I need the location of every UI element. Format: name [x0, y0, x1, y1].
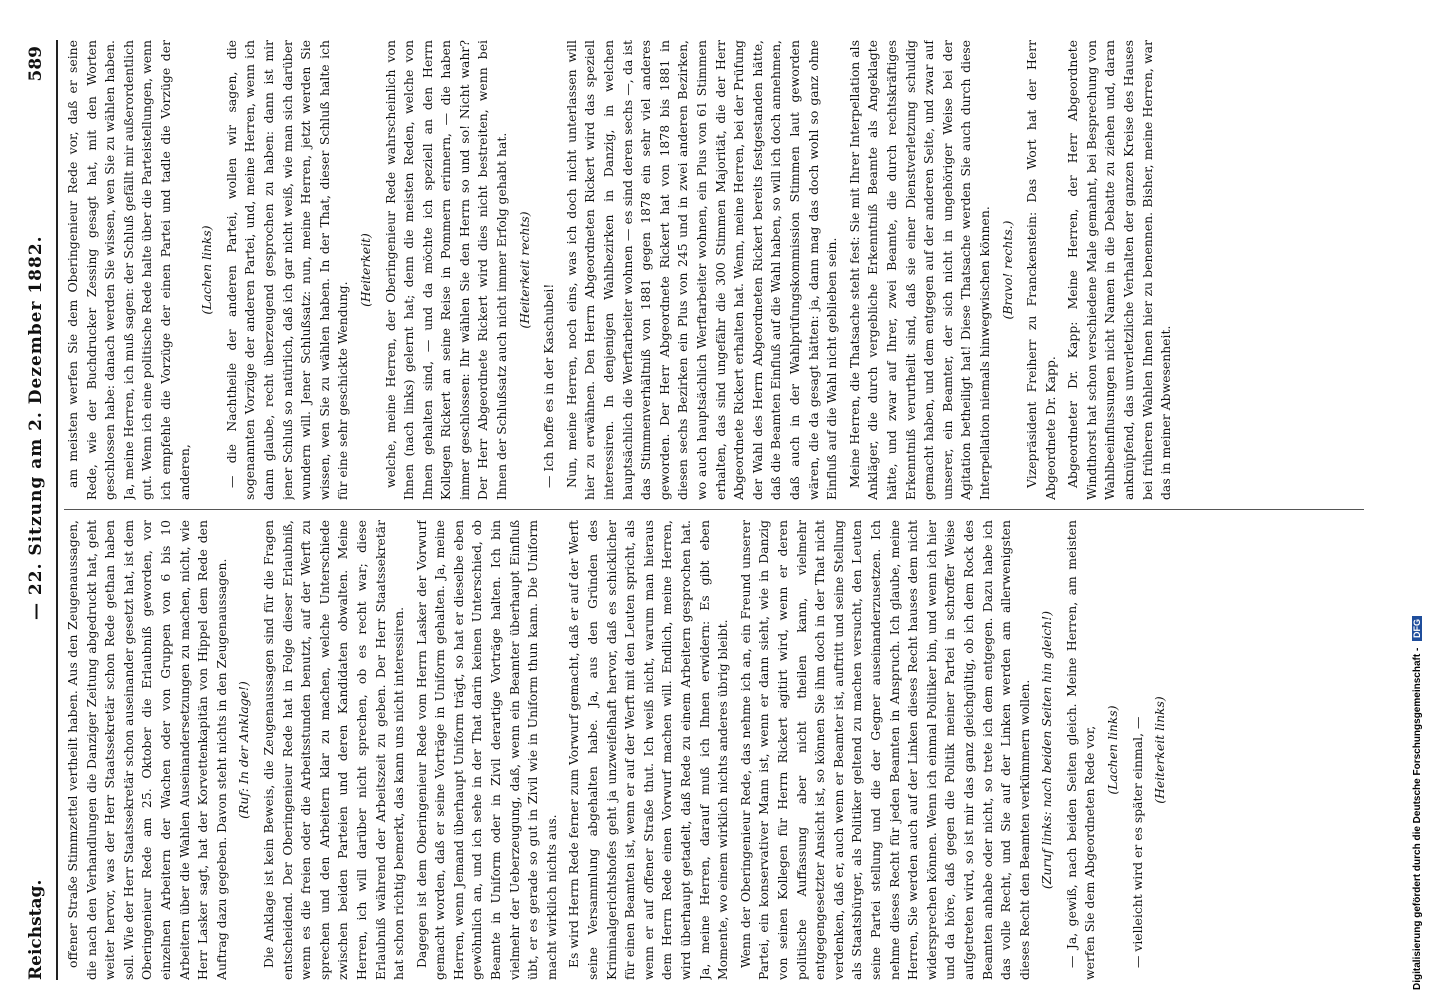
page-header	[16, 40, 58, 980]
stage-direction: (Heiterkeit)	[357, 233, 373, 307]
stage-direction: (Lachen links)	[1105, 705, 1121, 795]
stage-direction: (Lachen links)	[199, 225, 215, 315]
left-column	[64, 520, 1394, 980]
stage-direction: (Ruf: In der Anklage!)	[236, 681, 252, 819]
paragraph: Meine Herren, die Thatsache steht fest: Sie mit Ihrer Interpellation als Ankläger, die durch vergebliche Erkenntniß Beamte als Angeklagte hätte, und zwar auf Ihrer, zwei Beamte, die durch rechtskräftiges Erkenntniß verurtheilt sind, daß sie einer Dienstverletzung schuldig gemacht haben, und dem entgegen auf der anderen Seite, und zwar auf unserer, ein Beamter, der sich nicht in ungehöriger Weise bei der Agitation betheiligt hat! Diese Thatsache werden Sie auch durch diese Interpellation niemals hinwegwischen können.	[846, 40, 992, 500]
dfg-logo: DFG	[1412, 616, 1422, 641]
paragraph: Vizepräsident Freiherr zu Franckenstein: Das Wort hat der Herr Abgeordnete Dr. Kapp.	[1024, 40, 1058, 500]
paragraph: am meisten werfen Sie dem Oberingenieur Rede vor, daß er seine Rede, wie der Buchdrucker Zessing gesagt hat, mit den Worten geschlossen habe: danach werden Sie wissen, wen Sie zu wählen haben. Ja, meine Herren, ich muß sagen: der Schluß gefällt mir außerordentlich gut. Wenn ich eine politische Rede halte über die Parteistellungen, wenn ich empfehle die Vorzüge der einen Partei und tadle die Vorzüge der anderen,	[65, 40, 192, 500]
paragraph: — Ja, gewiß, nach beiden Seiten gleich. Meine Herren, am meisten werfen Sie dem Abgeordneten Rede vor,	[1063, 520, 1098, 980]
paragraph: — die Nachtheile der anderen Partei, wollen wir sagen, die sogenannten Vorzüge der anderen Partei, und, meine Herren, wenn ich dann glaube, recht überzeugend gesprochen zu haben: dann ist mir jener Schluß so natürlich, daß ich gar nicht weiß, wie man sich darüber wundern will. Jener Schlußsatz: nun, meine Herren, jetzt werden Sie wissen, wen Sie zu wählen haben. In der That, dieser Schluß halte ich für eine sehr geschickte Wendung.	[223, 40, 351, 500]
stage-direction: (Heiterkeit rechts)	[516, 211, 532, 329]
paragraph: offener Straße Stimmzettel vertheilt haben. Aus den Zeugenaussagen, die nach den Verhandlungen die Danziger Zeitung abgedruckt hat, geht weiter hervor, was der Herr Staatssekretär schon Rede gethan haben soll. Wie der Herr Staatssekretär schon auseinander gesetzt hat, ist dem Oberingenieur Rede am 25. Oktober die Erlaubniß geworden, vor einzelnen Arbeitern der Wachen oder von Gruppen von 6 bis 10 Arbeitern über die Wahlen Auseinandersetzungen zu machen, nicht, wie Herr Lasker sagt, hat der Korvettenkapitän von Hippel dem Rede den Auftrag dazu gegeben. Davon steht nichts in den Zeugenaussagen.	[65, 520, 229, 980]
paragraph: welche, meine Herren, der Oberingenieur Rede wahrscheinlich von Ihnen (nach links) gelernt hat; denn die meisten Reden, welche von Ihnen gehalten sind, — und da möchte ich speziell an den Herrn Kollegen Rickert an seine Reise in Pommern erinnern, — die haben immer geschlossen: Ihr wählen Sie den Herrn so und so! Nicht wahr? Der Herr Abgeordnete Rickert wird dies nicht bestreiten, wenn bei Ihnen der Schlußsatz auch nicht immer Erfolg gehabt hat.	[382, 40, 510, 500]
page-number: 589	[26, 46, 46, 82]
paragraph: Dagegen ist dem Oberingenieur Rede vom Herrn Lasker der Vorwurf gemacht worden, daß er seine Vorträge in Uniform gehalten. Ja, meine Herren, wenn Jemand überhaupt Uniform trägt, so hat er dieselbe eben gewöhnlich an, und ich sehe in der That darin keinen Unterschied, ob Beamte in Uniform oder in Zivil derartige Vorträge halten. Ich bin vielmehr der Ueberzeugung, daß, wenn ein Beamter überhaupt Einfluß übt, er es gerade so gut in Zivil wie in Uniform thun kann. Die Uniform macht wirklich nichts aus.	[413, 520, 559, 980]
stage-direction: (Zuruf links: nach beiden Seiten hin gleich!)	[1039, 610, 1055, 890]
header-left: Reichstag.	[26, 879, 46, 980]
paragraph: Nun, meine Herren, noch eins, was ich doch nicht unterlassen will hier zu erwähnen. Den Herrn Abgeordneten Rickert wird das speziell interessiren. In denjenigen Wahlbezirken in Danzig, in welchen hauptsächlich die Werftarbeiter wohnen — es sind deren sechs —, da ist das Stimmenverhältniß von 1881 gegen 1878 ein sehr viel anderes geworden. Der Herr Abgeordnete Rickert hat von 1878 bis 1881 in diesen sechs Bezirken ein Plus von 245 und in zwei anderen Bezirken, wo auch hauptsächlich Werftarbeiter wohnen, ein Plus von 61 Stimmen erhalten, das sind ungefähr die 300 Stimmen Majorität, die der Herr Abgeordnete Rickert erhalten hat. Wenn, meine Herren, bei der Prüfung der Wahl des Herrn Abgeordneten Rickert bereits festgestanden hätte, daß die Beamten Einfluß auf die Wahl haben, so will ich doch annehmen, daß auch in der Wahlprüfungskommission Stimmen laut geworden wären, die da gesagt hätten: ja, dann mag das doch wohl so ganz ohne Einfluß auf die Wahl nicht geblieben sein.	[563, 40, 840, 500]
paragraph: — vielleicht wird er es später einmal, —	[1129, 716, 1145, 968]
header-center: — 22. Sitzung am 2. Dezember 1882.	[26, 235, 46, 620]
stage-direction: (Bravo! rechts.)	[999, 220, 1015, 320]
column-divider	[64, 509, 1364, 510]
paragraph: Abgeordneter Dr. Kapp: Meine Herren, der Herr Abgeordnete Windthorst hat schon verschiedene Male gemahnt, bei Besprechung von Wahlbeeinflussungen nicht Namen in die Debatte zu ziehen und, daran anknüpfend, das unverletzliche Verhalten der ganzen Kreise des Hauses bei früheren Wahlen Ihnen hier zu benennen. Bisher, meine Herren, war das in meiner Abwesenheit.	[1065, 40, 1174, 500]
paragraph: Wenn der Oberingenieur Rede, das nehme ich an, ein Freund unserer Partei, ein konservativer Mann ist, wenn er dann sieht, wie in Danzig von seinen Kollegen für Herrn Rickert agitirt wird, wenn er deren politische Auffassung aber nicht theilen kann, vielmehr entgegengesetzter Ansicht ist, so können Sie ihm doch in der That nicht verdenken, daß er, auch wenn er Beamter ist, auftritt und seine Stellung als Staatsbürger, als Politiker geltend zu machen versucht, den Leuten seine Partei stellung und die der Gegner auseinanderzusetzen. Ich nehme dieses Recht für jeden Beamten in Anspruch. Ich glaube, meine Herren, Sie werden auch auf der Linken dieses Recht hauses dem nicht widersprechen können. Wenn ich einmal Politiker bin, und wenn ich hier und da höre, daß gegen die Politik meiner Partei in schroffer Weise aufgetreten wird, so ist mir das ganz gleichgültig, ob ich dem Rock des Beamten anhabe oder nicht, so trete ich dem entgegen. Dazu habe ich das volle Recht, und Sie auf der Linken werden am allerwenigsten dieses Recht den Beamten verkümmern wollen.	[737, 520, 1032, 980]
paragraph: Die Anklage ist kein Beweis, die Zeugenaussagen sind für die Fragen entscheidend. Der Oberingenieur Rede hat in Folge dieser Erlaubniß, wenn es die freien oder die Arbeitsstunden benutzt, auf der Werft zu sprechen und den Arbeitern klar zu machen, welche Unterschiede zwischen beiden Parteien und deren Kandidaten obwalten. Meine Herren, ich will darüber nicht sprechen, ob es recht war; diese Erlaubniß während der Arbeitszeit zu geben. Der Herr Staatssekretär hat schon richtig bemerkt, das kann uns nicht interessiren.	[260, 520, 407, 980]
right-column	[64, 40, 1394, 500]
stage-direction: (Heiterkeit links)	[1152, 696, 1168, 804]
paragraph: — Ich hoffe es in der Kaschubei!	[541, 283, 557, 488]
credit-text: Digitalisierung gefördert durch die Deutsche Forschungsgemeinschaft -	[1412, 647, 1423, 990]
digitization-credit	[1412, 616, 1423, 990]
paragraph: Es wird Herrn Rede ferner zum Vorwurf gemacht, daß er auf der Werft seine Versammlung abgehalten habe. Ja, aus den Gründen des Kriminalgerichtshofes geht ja unzweifelhaft hervor, daß es schicklicher für einen Beamten ist, wenn er auf der Werft mit den Leuten spricht, als wenn er auf offener Straße thut. Ich weiß nicht, warum man hieraus dem Herrn Rede einen Vorwurf machen will. Endlich, meine Herren, wird überhaupt getadelt, daß Rede zu einem Arbeitern gesprochen hat. Ja, meine Herren, darauf muß ich Ihnen erwidern: Es gibt eben Momente, wo einem wirklich nichts anderes übrig bleibt.	[566, 520, 731, 980]
